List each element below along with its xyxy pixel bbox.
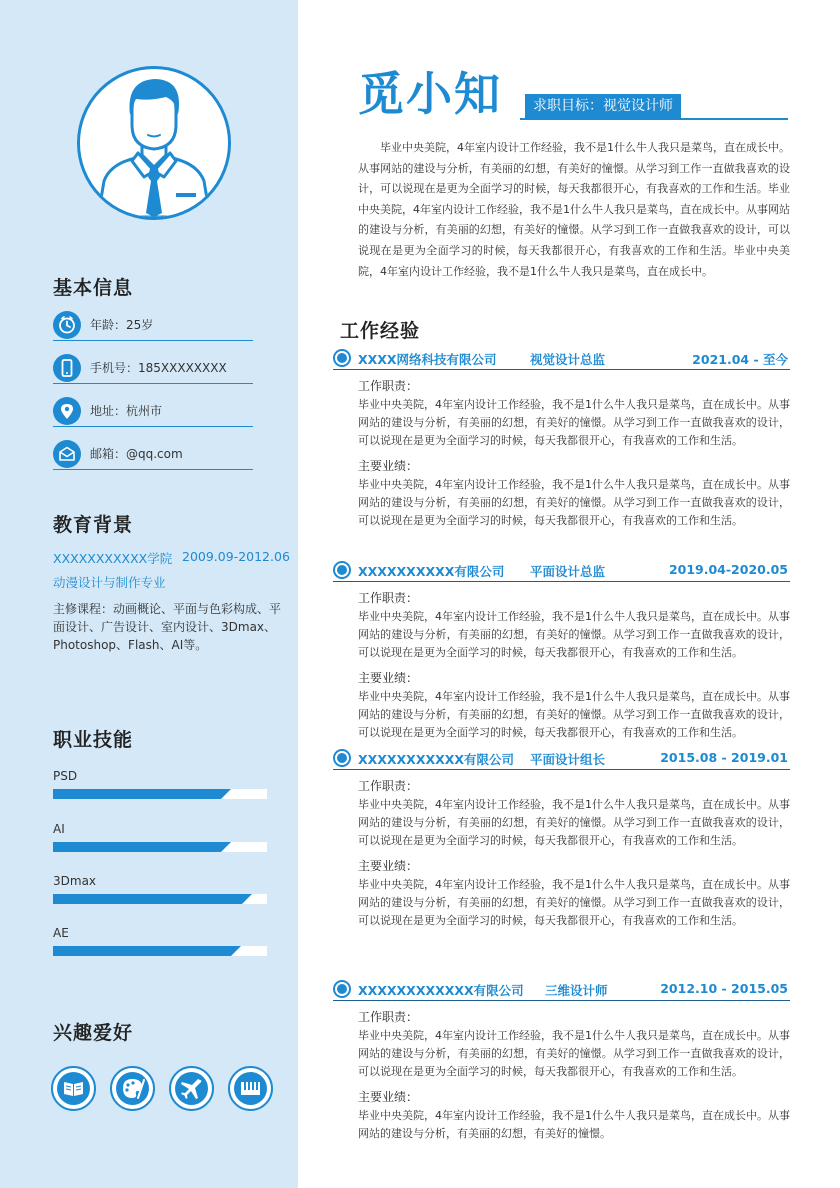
job-achievement-label: 主要业绩：	[358, 859, 419, 873]
job-achievement-label: 主要业绩：	[358, 459, 419, 473]
job-achievement-text: 毕业中央美院，4年室内设计工作经验，我不是1什么牛人我只是菜鸟，直在成长中。从事网站的建设与分析，有美丽的幻想，有美好的憧憬。	[358, 1109, 790, 1140]
job-duty-label: 工作职责：	[358, 591, 419, 605]
job-duty-label: 工作职责：	[358, 1010, 419, 1024]
education-courses: 主修课程：动画概论、平面与色彩构成、平面设计、广告设计、室内设计、3Dmax、Photoshop、Flash、AI等。	[53, 602, 282, 652]
skill-bar-fill	[53, 842, 221, 852]
skill-bar-fill	[53, 894, 242, 904]
job-date: 2015.08 - 2019.01	[660, 750, 788, 765]
job-duty-label: 工作职责：	[358, 379, 419, 393]
job-date: 2021.04 - 至今	[692, 352, 788, 367]
phone-icon	[53, 354, 81, 382]
job-role: 平面设计总监	[530, 564, 606, 579]
info-row-address	[53, 397, 253, 427]
job-achievement-text: 毕业中央美院，4年室内设计工作经验，我不是1什么牛人我只是菜鸟，直在成长中。从事网站的建设与分析，有美丽的幻想，有美好的憧憬。从学习到工作一直做我喜欢的设计，可以说现在是更为全面学习的时候，每天我都很开心，有我喜欢的工作和生活。	[358, 878, 790, 927]
education-school: XXXXXXXXXXX学院	[53, 551, 173, 566]
info-row-age	[53, 311, 253, 341]
sidebar	[0, 0, 298, 1188]
work-experience-title: 工作经验	[340, 320, 421, 342]
job-body	[333, 770, 790, 930]
job-goal-badge: 求职目标：视觉设计师	[525, 94, 681, 118]
person-avatar-icon	[80, 69, 228, 217]
skill-name: 3Dmax	[53, 874, 97, 888]
skill-name: AE	[53, 926, 69, 940]
hobby-music	[228, 1066, 273, 1111]
timeline-dot-icon	[333, 349, 351, 367]
job-company: XXXXXXXXXX有限公司	[358, 564, 505, 579]
job-company: XXXX网络科技有限公司	[358, 352, 497, 367]
skill-name: PSD	[53, 769, 78, 783]
job-body	[333, 1001, 790, 1143]
hobby-reading	[51, 1066, 96, 1111]
job-company: XXXXXXXXXXXX有限公司	[358, 983, 524, 998]
job-entry	[333, 348, 790, 536]
job-header	[333, 348, 790, 370]
job-duty-label: 工作职责：	[358, 779, 419, 793]
job-role: 视觉设计总监	[530, 352, 606, 367]
location-pin-icon	[53, 397, 81, 425]
education-title: 教育背景	[53, 514, 134, 536]
airplane-icon	[175, 1072, 208, 1105]
piano-icon	[234, 1072, 267, 1105]
job-company: XXXXXXXXXXX有限公司	[358, 752, 515, 767]
info-row-phone	[53, 354, 253, 384]
hobbies-title: 兴趣爱好	[53, 1022, 134, 1044]
job-duty-text: 毕业中央美院，4年室内设计工作经验，我不是1什么牛人我只是菜鸟，直在成长中。从事网站的建设与分析，有美丽的幻想，有美好的憧憬。从学习到工作一直做我喜欢的设计，可以说现在是更为全面学习的时候，每天我都很开心，有我喜欢的工作和生活。	[358, 1029, 790, 1078]
avatar	[77, 66, 231, 220]
job-role: 平面设计组长	[530, 752, 606, 767]
info-age-text: 年龄：25岁	[90, 318, 154, 332]
info-row-email	[53, 440, 253, 470]
education-date: 2009.09-2012.06	[182, 549, 290, 564]
job-achievement-text: 毕业中央美院，4年室内设计工作经验，我不是1什么牛人我只是菜鸟，直在成长中。从事网站的建设与分析，有美丽的幻想，有美好的憧憬。从学习到工作一直做我喜欢的设计，可以说现在是更为全面学习的时候，每天我都很开心，有我喜欢的工作和生活。	[358, 690, 790, 739]
book-icon	[57, 1072, 90, 1105]
job-entry	[333, 560, 790, 748]
job-header	[333, 748, 790, 770]
hobby-painting	[110, 1066, 155, 1111]
timeline-dot-icon	[333, 980, 351, 998]
job-duty-text: 毕业中央美院，4年室内设计工作经验，我不是1什么牛人我只是菜鸟，直在成长中。从事网站的建设与分析，有美丽的幻想，有美好的憧憬。从学习到工作一直做我喜欢的设计，可以说现在是更为全面学习的时候，每天我都很开心，有我喜欢的工作和生活。	[358, 398, 790, 447]
skill-bar	[53, 789, 267, 799]
job-duty-text: 毕业中央美院，4年室内设计工作经验，我不是1什么牛人我只是菜鸟，直在成长中。从事网站的建设与分析，有美丽的幻想，有美好的憧憬。从学习到工作一直做我喜欢的设计，可以说现在是更为全面学习的时候，每天我都很开心，有我喜欢的工作和生活。	[358, 610, 790, 659]
info-email-text: 邮箱：@qq.com	[90, 447, 183, 461]
candidate-name: 觅小知	[358, 67, 502, 121]
skill-bar-fill	[53, 946, 231, 956]
job-header	[333, 560, 790, 582]
job-achievement-text: 毕业中央美院，4年室内设计工作经验，我不是1什么牛人我只是菜鸟，直在成长中。从事网站的建设与分析，有美丽的幻想，有美好的憧憬。从学习到工作一直做我喜欢的设计，可以说现在是更为全面学习的时候，每天我都很开心，有我喜欢的工作和生活。	[358, 478, 790, 527]
job-achievement-label: 主要业绩：	[358, 671, 419, 685]
info-address-text: 地址：杭州市	[90, 404, 163, 418]
clock-icon	[53, 311, 81, 339]
info-phone-text: 手机号：185XXXXXXXX	[90, 361, 227, 375]
skills-title: 职业技能	[53, 729, 134, 751]
palette-icon	[116, 1072, 149, 1105]
job-body	[333, 370, 790, 530]
hobby-travel	[169, 1066, 214, 1111]
job-entry	[333, 979, 790, 1149]
timeline-dot-icon	[333, 749, 351, 767]
self-introduction: 毕业中央美院，4年室内设计工作经验，我不是1什么牛人我只是菜鸟，直在成长中。从事网站的建设与分析，有美丽的幻想，有美好的憧憬。从学习到工作一直做我喜欢的设计，可以说现在是更为全面学习的时候，每天我都很开心，有我喜欢的工作和生活。毕业中央美院，4年室内设计工作经验，我不是1什么牛人我只是菜鸟，直在成长中。从事网站的建设与分析，有美丽的幻想，有美好的憧憬。从学习到工作一直做我喜欢的设计，可以说现在是更为全面学习的时候，每天我都很开心，有我喜欢的工作和生活。毕业中央美院，4年室内设计工作经验，我不是1什么牛人我只是菜鸟，直在成长中。	[358, 141, 790, 278]
skill-bar-fill	[53, 789, 221, 799]
skill-bar	[53, 842, 267, 852]
header-divider	[520, 118, 788, 120]
basic-info-title: 基本信息	[53, 277, 134, 299]
skill-bar	[53, 946, 267, 956]
job-achievement-label: 主要业绩：	[358, 1090, 419, 1104]
skill-name: AI	[53, 822, 65, 836]
job-role: 三维设计师	[545, 983, 608, 998]
timeline-dot-icon	[333, 561, 351, 579]
job-duty-text: 毕业中央美院，4年室内设计工作经验，我不是1什么牛人我只是菜鸟，直在成长中。从事网站的建设与分析，有美丽的幻想，有美好的憧憬。从学习到工作一直做我喜欢的设计，可以说现在是更为全面学习的时候，每天我都很开心，有我喜欢的工作和生活。	[358, 798, 790, 847]
job-body	[333, 582, 790, 742]
skill-bar	[53, 894, 267, 904]
education-major: 动漫设计与制作专业	[53, 575, 166, 590]
job-header	[333, 979, 790, 1001]
job-date: 2019.04-2020.05	[668, 562, 788, 577]
job-date: 2012.10 - 2015.05	[660, 981, 788, 996]
mail-icon	[53, 440, 81, 468]
job-entry	[333, 748, 790, 936]
